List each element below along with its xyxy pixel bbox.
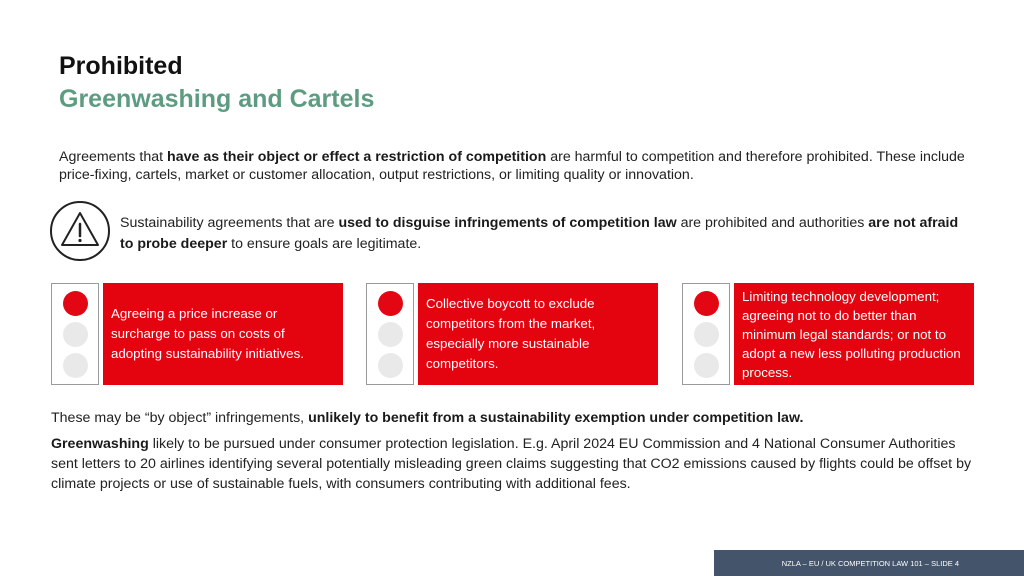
amber-light-off xyxy=(63,322,88,347)
by-object-text: These may be “by object” infringements, xyxy=(51,410,309,426)
intro-paragraph xyxy=(59,148,979,184)
intro-text-1: Agreements that xyxy=(59,149,168,165)
warning-text-2: are prohibited and authorities xyxy=(676,215,869,231)
slide-subtitle: Greenwashing and Cartels xyxy=(59,85,375,113)
example-box xyxy=(734,283,974,385)
warning-bold-1: used to disguise infringements of competition law xyxy=(338,215,677,231)
greenwashing-text: likely to be pursued under consumer protection legislation. E.g. April 2024 EU Commission and 4 National Consumer Authorities sent letters to 20 airlines identifying several potentially misleading green claims suggesting that CO2 emissions caused by flights could be offset by climate projects or use of sustainable fuels, with consumers contributing with additional fees. xyxy=(51,436,972,492)
footer-text: NZLA – EU / UK COMPETITION LAW 101 – SLIDE 4 xyxy=(781,558,959,568)
warning-bold-2: are not afraid to probe deeper xyxy=(120,215,959,252)
by-object-paragraph xyxy=(51,408,981,428)
red-light xyxy=(63,291,88,316)
warning-triangle-icon xyxy=(49,200,111,262)
warning-text-1: Sustainability agreements that are xyxy=(120,215,339,231)
green-light-off xyxy=(694,353,719,378)
warning-text-3: to ensure goals are legitimate. xyxy=(227,236,422,252)
example-box xyxy=(103,283,343,385)
example-text: Limiting technology development; agreeing not to do better than minimum legal standards; or not to adopt a new less polluting production process. xyxy=(742,288,961,380)
green-light-off xyxy=(378,353,403,378)
green-light-off xyxy=(63,353,88,378)
example-box xyxy=(418,283,658,385)
footer-bar xyxy=(714,550,1024,576)
example-text: Agreeing a price increase or surcharge to pass on costs of adopting sustainability initiatives. xyxy=(111,306,304,361)
greenwashing-paragraph xyxy=(51,434,981,494)
example-text: Collective boycott to exclude competitors from the market, especially more sustainable competitors. xyxy=(426,296,596,371)
amber-light-off xyxy=(378,322,403,347)
slide-title: Prohibited xyxy=(59,52,183,80)
by-object-bold: unlikely to benefit from a sustainability exemption under competition law. xyxy=(308,410,804,426)
traffic-light-icon xyxy=(51,283,99,385)
greenwashing-bold: Greenwashing xyxy=(51,436,149,452)
red-light xyxy=(378,291,403,316)
traffic-light-icon xyxy=(366,283,414,385)
red-light xyxy=(694,291,719,316)
intro-bold: have as their object or effect a restriction of competition xyxy=(167,149,547,165)
amber-light-off xyxy=(694,322,719,347)
warning-paragraph xyxy=(120,213,970,255)
traffic-light-icon xyxy=(682,283,730,385)
intro-text-2: are harmful to competition and therefore prohibited. These include price-fixing, cartels, market or customer allocation, output restrictions, or limiting quality or innovation. xyxy=(59,149,965,183)
